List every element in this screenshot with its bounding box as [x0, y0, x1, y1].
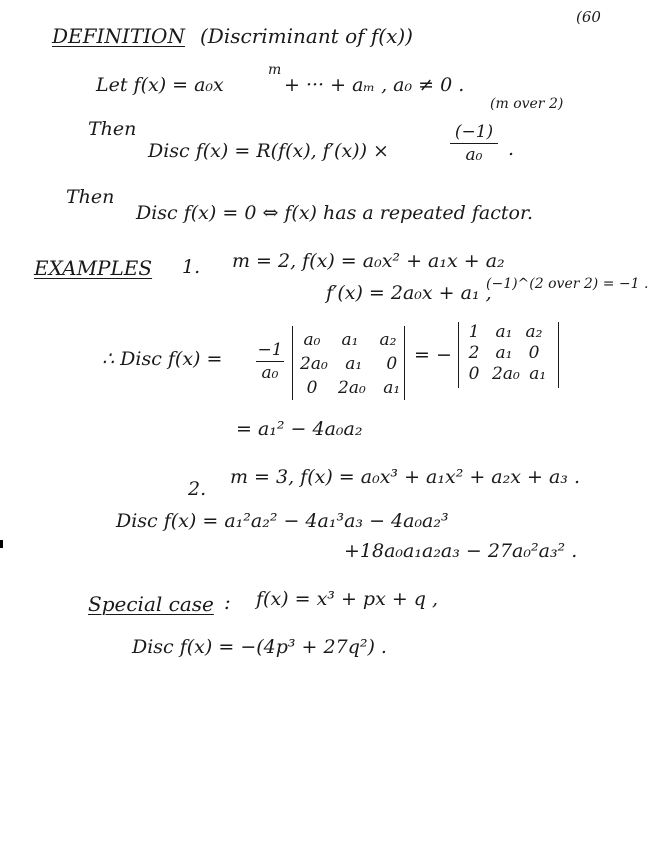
matrix-cell: a₁	[495, 322, 513, 342]
matrix-cell: 0	[528, 343, 540, 363]
sylvester-matrix-2	[462, 322, 550, 385]
then-word: Then	[88, 118, 137, 140]
let-line-rest: + ··· + aₘ , a₀ ≠ 0 .	[284, 74, 465, 96]
matrix-cell: 2a₀	[338, 378, 366, 398]
special-case-heading: Special case	[88, 592, 214, 616]
example-2-disc-line-1: Disc f(x) = a₁²a₂² − 4a₁³a₃ − 4a₀a₂³	[116, 510, 449, 532]
examples-heading: EXAMPLES	[34, 256, 153, 280]
then-word-2: Then	[66, 186, 115, 208]
example-2-setup: m = 3, f(x) = a₀x³ + a₁x² + a₂x + a₃ .	[230, 466, 580, 488]
sylvester-matrix-1	[300, 328, 404, 400]
matrix-row	[462, 364, 550, 385]
page-number: (60	[576, 8, 601, 26]
matrix-cell: a₁	[495, 343, 513, 363]
disc-definition: Disc f(x) = R(f(x), f′(x)) ×	[148, 140, 389, 162]
matrix-cell: a₂	[379, 330, 397, 350]
matrix-row	[300, 328, 404, 352]
let-line: Let f(x) = a₀x	[96, 74, 224, 96]
matrix-row	[300, 376, 404, 400]
fraction-bar	[256, 361, 284, 362]
example-1-derivative: f′(x) = 2a₀x + a₁ ,	[326, 282, 492, 304]
repeated-factor-statement: Disc f(x) = 0 ⇔ f(x) has a repeated factor.	[136, 202, 533, 224]
matrix-cell: 0	[468, 364, 480, 384]
special-case-colon: :	[224, 590, 231, 614]
matrix-cell: a₂	[525, 322, 543, 342]
definition-title: (Discriminant of f(x))	[200, 24, 413, 48]
example-1-disc-lhs: ∴ Disc f(x) =	[102, 348, 223, 370]
determinant-2-right-bar	[558, 322, 559, 388]
disc-definition-period: .	[508, 138, 515, 160]
matrix-row	[462, 322, 550, 343]
example-1-disc-fraction	[256, 340, 284, 383]
disc-sign-exponent: (m over 2)	[490, 96, 564, 112]
matrix-cell: a₁	[529, 364, 547, 384]
determinant-right-bar	[404, 326, 405, 400]
example-1-fraction-denominator: a₀	[261, 363, 279, 383]
example-1-setup: m = 2, f(x) = a₀x² + a₁x + a₂	[232, 250, 505, 272]
fraction-bar	[450, 143, 498, 144]
disc-sign-numerator: (−1)	[454, 122, 494, 142]
matrix-row	[300, 352, 404, 376]
disc-sign-fraction	[450, 122, 498, 165]
special-case-polynomial: f(x) = x³ + px + q ,	[256, 588, 439, 610]
let-exponent: m	[268, 62, 282, 78]
matrix-cell: 2	[468, 343, 480, 363]
matrix-cell: a₁	[383, 378, 401, 398]
matrix-cell: a₁	[345, 354, 363, 374]
definition-heading: DEFINITION	[52, 24, 185, 48]
example-1-label: 1.	[182, 256, 201, 278]
scan-edge-mark	[0, 540, 3, 548]
example-2-disc-line-2: +18a₀a₁a₂a₃ − 27a₀²a₃² .	[344, 540, 578, 562]
matrix-row	[462, 343, 550, 364]
equals-negative: = −	[414, 344, 452, 366]
matrix-cell: 0	[306, 378, 318, 398]
special-case-discriminant: Disc f(x) = −(4p³ + 27q²) .	[132, 636, 387, 658]
example-1-sign: (−1)^(2 over 2) = −1 .	[486, 276, 648, 292]
determinant-left-bar	[292, 326, 293, 400]
example-1-result: = a₁² − 4a₀a₂	[236, 418, 363, 440]
matrix-cell: a₁	[341, 330, 359, 350]
example-2-label: 2.	[188, 478, 207, 500]
matrix-cell: 2a₀	[492, 364, 520, 384]
matrix-cell: a₀	[303, 330, 321, 350]
matrix-cell: 1	[468, 322, 480, 342]
disc-sign-denominator: a₀	[465, 145, 483, 165]
matrix-cell: 0	[386, 354, 398, 374]
matrix-cell: 2a₀	[300, 354, 328, 374]
example-1-fraction-numerator: −1	[257, 340, 283, 360]
determinant-2-left-bar	[458, 322, 459, 388]
